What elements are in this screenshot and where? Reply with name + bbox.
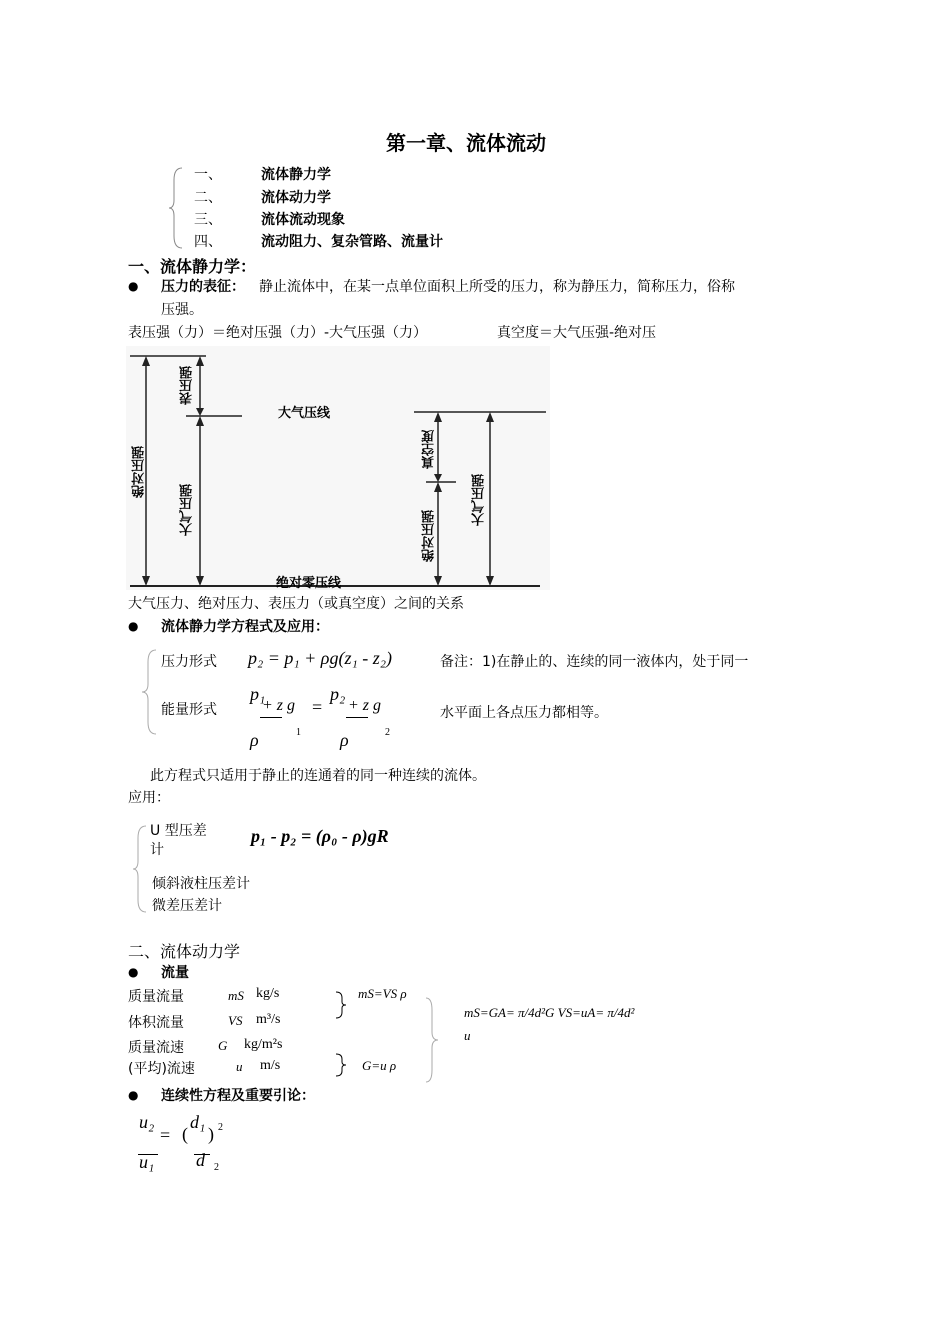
toc-item-1-label: 流体静力学 [261, 167, 331, 183]
flow-row-4-sym: u [236, 1059, 243, 1074]
cont-u1: u₁ [139, 1152, 155, 1172]
diagram-label-atm: 大气压强 [180, 484, 195, 536]
pressure-relation: 表压强（力）＝绝对压强（力）-大气压强（力） [128, 325, 428, 341]
diagram-label-atm-line: 大气压线 [278, 406, 331, 421]
toc-item-3-label: 流体流动现象 [261, 212, 345, 228]
cont-power: 2 [218, 1122, 223, 1133]
cont-paren-close: ) [208, 1124, 214, 1144]
combined-relation-1: mS=GA= π/4d²G VS=uA= π/4d² [464, 1005, 635, 1020]
flow-row-4-unit: m/s [260, 1058, 281, 1073]
application-label: 应用： [128, 790, 170, 806]
energy-plus-zg-1: + z g [262, 697, 296, 714]
diagram-label-abs2: 绝对压强 [422, 510, 437, 562]
bullet-icon: ● [128, 619, 139, 633]
continuity-bullet-label: 连续性方程及重要引论： [161, 1088, 315, 1104]
flow-row-2-name: 体积流量 [128, 1015, 184, 1031]
flow-row-3-name: 质量流速 [128, 1040, 184, 1056]
cont-d2: d [196, 1150, 205, 1170]
energy-plus-zg-2: + z g [348, 697, 382, 714]
rel-brace-1 [334, 990, 348, 1020]
combined-relation-2: u [464, 1028, 471, 1043]
flow-row-3-unit: kg/m²s [244, 1037, 283, 1052]
toc-item-4-num: 四、 [194, 234, 222, 250]
vacuum-relation: 真空度＝大气压强-绝对压 [497, 325, 657, 341]
flow-row-2-sym: VS [228, 1013, 243, 1028]
energy-fraction-bar-1 [260, 717, 282, 718]
flow-row-1-sym: mS [228, 988, 244, 1003]
diagram-label-gauge: 表压强 [180, 366, 195, 405]
note-line-2: 水平面上各点压力都相等。 [440, 705, 608, 721]
application-brace [132, 824, 150, 914]
cont-d2-sub: 2 [214, 1162, 219, 1173]
app-micro: 微差压差计 [152, 898, 222, 914]
cont-d1: d₁ [190, 1112, 206, 1132]
u-tube-equation: p₁ - p₂ = (ρ₀ - ρ)gR [251, 826, 389, 846]
diagram-caption: 大气压力、绝对压力、表压力（或真空度）之间的关系 [128, 596, 464, 612]
combined-brace [424, 996, 440, 1084]
equation-brace [140, 648, 160, 736]
bullet-2-label: 流体静力学方程式及应用： [161, 619, 329, 635]
pressure-form-equation: p₂ = p₁ + ρg(z₁ - z₂) [248, 648, 392, 668]
flow-row-1-name: 质量流量 [128, 989, 184, 1005]
bullet-1-text: 静止流体中，在某一点单位面积上所受的压力，称为静压力，简称压力，俗称 [259, 279, 735, 295]
app-u-tube-line1: U 型压差 [150, 823, 207, 839]
flow-row-4-name: (平均)流速 [128, 1061, 195, 1077]
app-u-tube-line2: 计 [150, 842, 164, 858]
diagram-label-atm2: 大气压强 [472, 474, 487, 526]
toc-item-2-num: 二、 [194, 190, 222, 206]
flow-bullet-label: 流量 [161, 965, 189, 981]
diagram-label-abs: 绝对压强 [132, 446, 147, 498]
relation-g: G=u ρ [362, 1058, 397, 1073]
app-inclined: 倾斜液柱压差计 [152, 876, 250, 892]
energy-equals: = [312, 697, 323, 717]
cont-u2: u₂ [139, 1112, 155, 1132]
toc-item-1-num: 一、 [194, 167, 222, 183]
applicability-note: 此方程式只适用于静止的连通着的同一种连续的流体。 [150, 768, 486, 784]
flow-row-1-unit: kg/s [256, 986, 280, 1001]
bullet-icon: ● [128, 965, 139, 979]
energy-sub-1: 1 [296, 727, 301, 738]
energy-form-label: 能量形式 [161, 702, 217, 718]
rel-brace-2 [334, 1052, 348, 1078]
energy-p2: p₂ [330, 684, 346, 704]
section-1-heading: 一、流体静力学： [128, 257, 257, 276]
energy-rho-2: ρ [340, 730, 349, 750]
toc-item-2-label: 流体动力学 [261, 190, 331, 206]
relation-ms: mS=VS ρ [358, 986, 407, 1001]
energy-rho-1: ρ [250, 730, 259, 750]
energy-sub-2: 2 [385, 727, 390, 738]
energy-p1: p₁ [250, 684, 266, 704]
bullet-1-text-cont: 压强。 [161, 302, 203, 318]
bullet-icon: ● [128, 1088, 139, 1102]
diagram-label-zero: 绝对零压线 [276, 576, 342, 591]
note-line-1: 备注：1)在静止的、连续的同一液体内，处于同一 [440, 654, 749, 670]
diagram-label-vacuum: 真空度 [422, 430, 437, 469]
cont-paren-open: ( [182, 1124, 188, 1144]
section-2-heading: 二、流体动力学 [128, 942, 241, 961]
bullet-1-label: 压力的表征： [161, 279, 245, 295]
pressure-form-label: 压力形式 [161, 654, 217, 670]
flow-row-3-sym: G [218, 1038, 228, 1053]
cont-equals: = [160, 1125, 171, 1145]
toc-item-3-num: 三、 [194, 212, 222, 228]
bullet-icon: ● [128, 279, 139, 293]
toc-brace [168, 166, 186, 250]
energy-fraction-bar-2 [346, 717, 368, 718]
toc-item-4-label: 流动阻力、复杂管路、流量计 [261, 234, 443, 250]
flow-row-2-unit: m³/s [256, 1012, 281, 1027]
page-title: 第一章、流体流动 [386, 131, 546, 155]
